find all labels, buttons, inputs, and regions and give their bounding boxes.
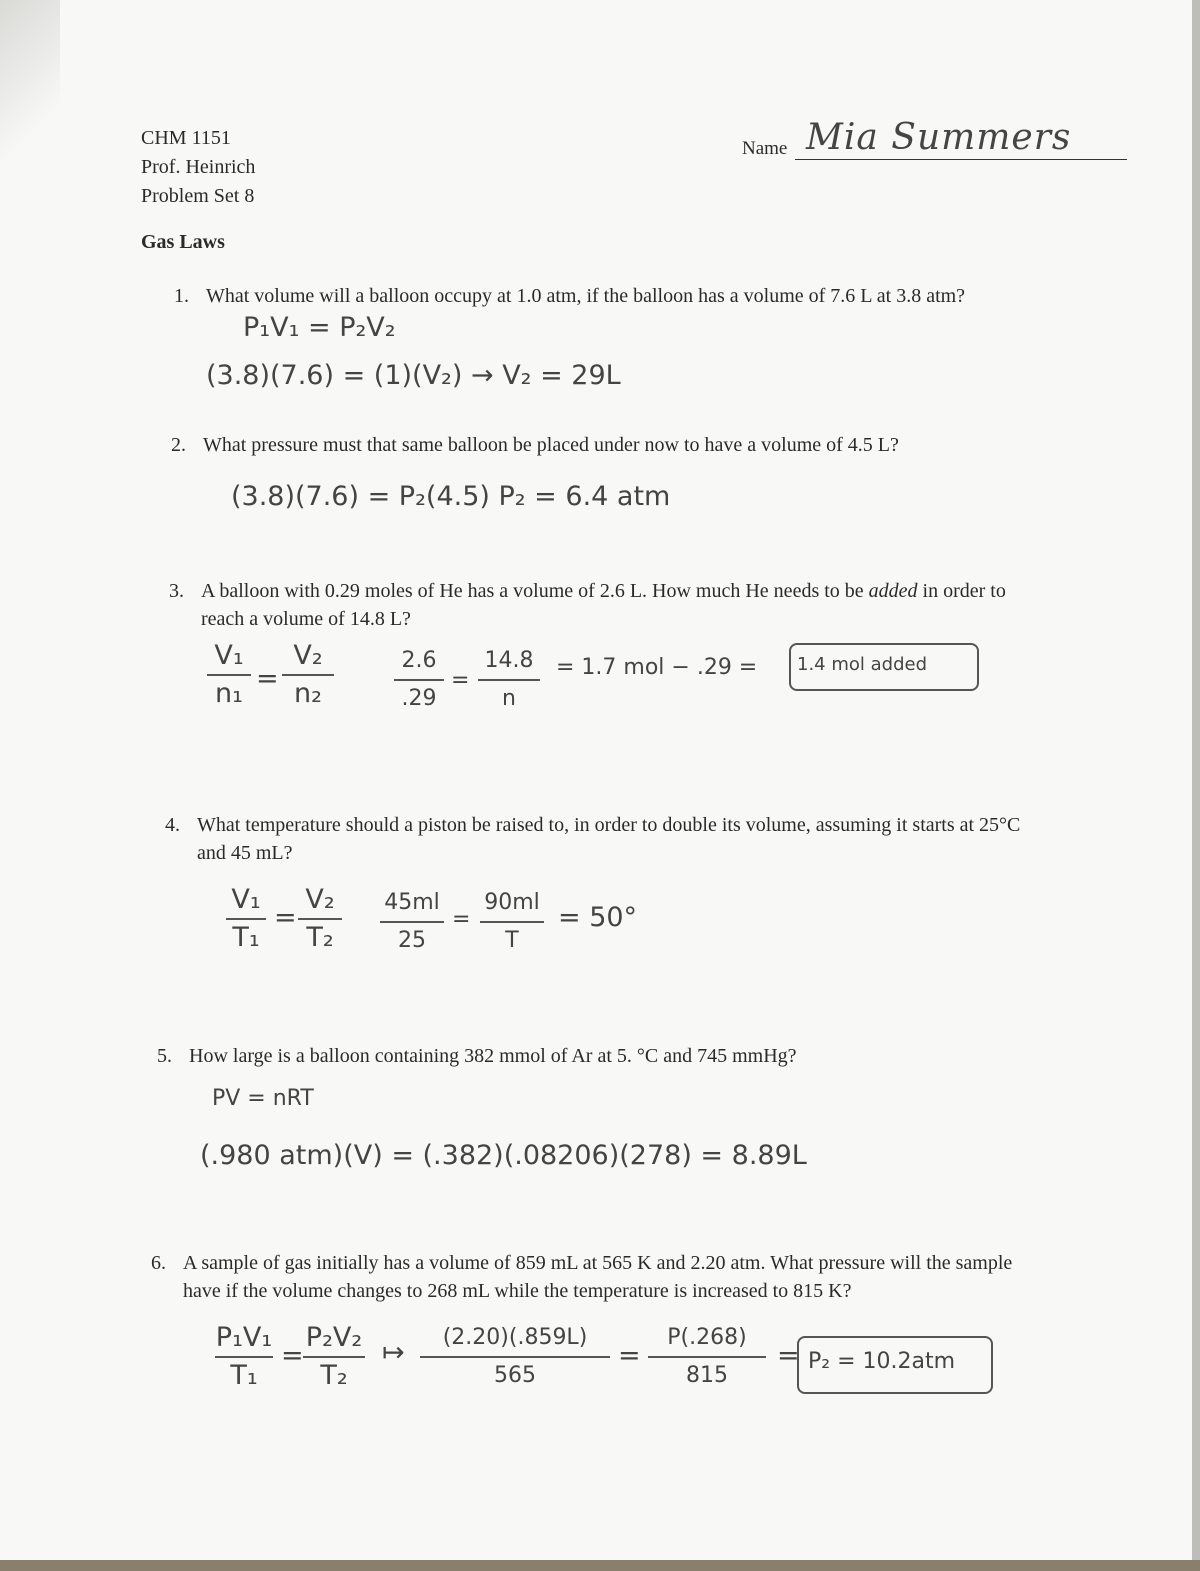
scan-edge-right — [1192, 0, 1200, 1571]
question-text: How large is a balloon containing 382 mmol of Ar at 5. °C and 745 mmHg? — [189, 1045, 797, 1067]
scan-edge-bottom — [0, 1560, 1200, 1571]
q5-work-line-1: PV = nRT — [212, 1086, 314, 1111]
section-title: Gas Laws — [141, 231, 225, 253]
question-number: 6. — [151, 1252, 166, 1274]
q6-fraction-p1v1-t1: P₁V₁ T₁ — [215, 1322, 273, 1391]
question-4 — [165, 811, 1021, 867]
name-label: Name — [742, 138, 788, 159]
question-text: What temperature should a piston be raised to, in order to double its volume, assuming it starts at 25°C — [197, 814, 1021, 836]
q6-arrow: ↦ — [382, 1337, 405, 1368]
question-number: 4. — [165, 814, 180, 836]
q3-fraction-values-1: 2.6 .29 — [394, 645, 444, 715]
q3-equals: = — [256, 663, 279, 694]
question-text-line-2: reach a volume of 14.8 L? — [201, 608, 411, 630]
q3-fraction-v2-n2: V₂ n₂ — [282, 640, 334, 710]
question-text: A balloon with 0.29 moles of He has a volume of 2.6 L. How much He needs to be added in order to — [201, 580, 1006, 602]
q5-work-line-2: (.980 atm)(V) = (.382)(.08206)(278) = 8.89L — [200, 1140, 807, 1171]
question-3 — [169, 577, 1006, 633]
page-fold-shadow — [0, 0, 60, 220]
course-code: CHM 1151 — [141, 127, 231, 149]
emphasis-added: added — [868, 580, 918, 602]
q2-work-line-1: (3.8)(7.6) = P₂(4.5) P₂ = 6.4 atm — [231, 481, 671, 512]
q6-equals: = — [281, 1340, 304, 1371]
question-6 — [151, 1249, 1013, 1305]
question-2 — [171, 431, 899, 459]
student-signature: Mia Summers — [806, 117, 1072, 158]
professor-name: Prof. Heinrich — [141, 156, 256, 178]
question-1 — [174, 282, 966, 310]
q6-fraction-values-1: (2.20)(.859L) 565 — [420, 1322, 610, 1392]
q6-equals-2: = — [618, 1340, 641, 1371]
q6-fraction-p2v2-t2: P₂V₂ T₂ — [303, 1322, 365, 1392]
question-text: What pressure must that same balloon be placed under now to have a volume of 4.5 L? — [203, 434, 899, 456]
q3-fraction-v1-n1: V₁ n₁ — [207, 640, 251, 710]
question-5 — [157, 1042, 797, 1070]
q6-equals-3: = — [777, 1340, 800, 1371]
course-header — [141, 124, 255, 211]
q3-boxed-answer: 1.4 mol added — [797, 654, 927, 675]
q6-boxed-answer: P₂ = 10.2atm — [808, 1349, 956, 1374]
question-number: 5. — [157, 1045, 172, 1067]
q4-equals-2: = — [452, 907, 471, 932]
question-number: 3. — [169, 580, 184, 602]
question-number: 2. — [171, 434, 186, 456]
q4-fraction-values-2: 90ml T — [480, 887, 544, 957]
q4-fraction-values-1: 45ml 25 — [380, 887, 444, 957]
q4-fraction-v1-t1: V₁ T₁ — [226, 884, 266, 954]
question-text-line-2: and 45 mL? — [197, 842, 293, 864]
q1-work-line-2: (3.8)(7.6) = (1)(V₂) → V₂ = 29L — [206, 360, 621, 391]
q3-result-steps: = 1.7 mol − .29 = — [556, 655, 758, 680]
question-number: 1. — [174, 285, 189, 307]
question-text: A sample of gas initially has a volume of 859 mL at 565 K and 2.20 atm. What pressure will the sample — [183, 1252, 1013, 1274]
q1-work-line-1: P₁V₁ = P₂V₂ — [243, 312, 396, 343]
problem-set-title: Problem Set 8 — [141, 185, 255, 207]
name-underline — [795, 159, 1127, 160]
q4-fraction-v2-t2: V₂ T₂ — [298, 884, 342, 954]
q3-equals-2: = — [451, 668, 470, 693]
q3-fraction-values-2: 14.8 n — [478, 645, 540, 715]
question-text-line-2: have if the volume changes to 268 mL while the temperature is increased to 815 K? — [183, 1280, 852, 1302]
q6-fraction-values-2: P(.268) 815 — [648, 1322, 766, 1392]
name-field — [742, 117, 1127, 164]
question-text: What volume will a balloon occupy at 1.0 atm, if the balloon has a volume of 7.6 L at 3.8 atm? — [206, 285, 966, 307]
q4-result: = 50° — [558, 902, 638, 933]
q4-equals: = — [274, 902, 297, 933]
